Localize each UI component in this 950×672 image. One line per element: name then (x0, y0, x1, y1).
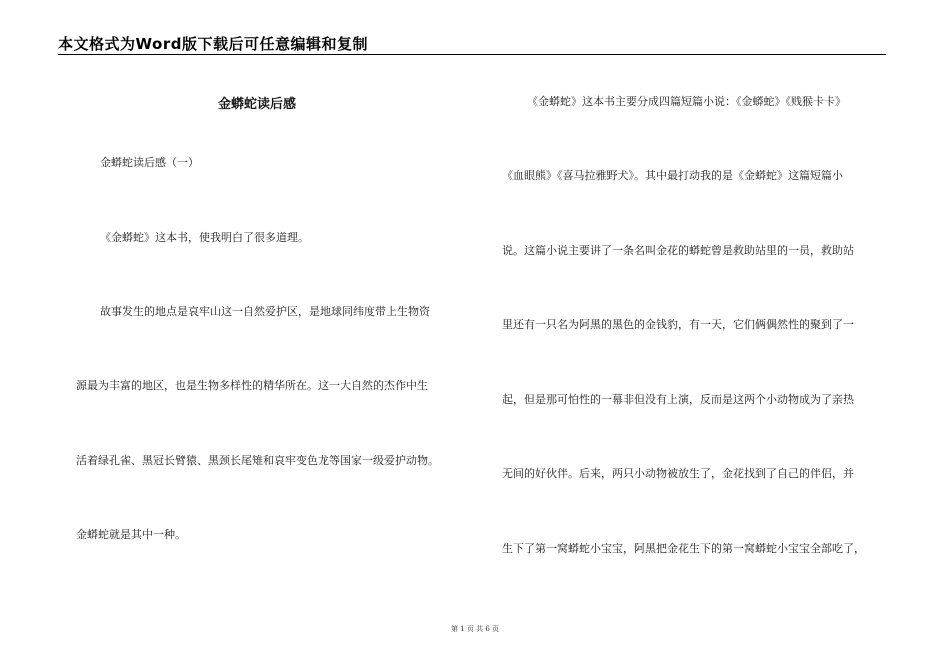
paragraph-line: 活着绿孔雀、黑冠长臂猿、黑颈长尾雉和哀牢变色龙等国家一级爱护动物。 (76, 454, 439, 467)
document-title: 金蟒蛇读后感 (218, 97, 297, 112)
page-header: 本文格式为Word版下载后可任意编辑和复制 (58, 35, 368, 53)
paragraph-line: 《金蟒蛇》这本书，使我明白了很多道理。 (100, 231, 309, 244)
paragraph-line: 无间的好伙伴。后来，两只小动物被放生了，金花找到了自己的伴侣，并 (502, 467, 854, 480)
paragraph-line: 里还有一只名为阿黑的黑色的金钱豹，有一天，它们俩偶然性的聚到了一 (502, 318, 854, 331)
paragraph-line: 故事发生的地点是哀牢山这一自然爱护区，是地球同纬度带上生物资 (100, 305, 430, 318)
paragraph-line: 起，但是那可怕性的一幕非但没有上演，反而是这两个小动物成为了亲热 (502, 393, 854, 406)
paragraph-line: 《血眼熊》《喜马拉雅野犬》。其中最打动我的是《金蟒蛇》这篇短篇小 (502, 169, 843, 182)
paragraph-line: 源最为丰富的地区，也是生物多样性的精华所在。这一大自然的杰作中生 (76, 379, 428, 392)
paragraph-line: 金蟒蛇读后感（一） (100, 156, 199, 169)
paragraph-line: 《金蟒蛇》这本书主要分成四篇短篇小说：《金蟒蛇》《贱猴卡卡》 (527, 95, 846, 108)
header-rule (58, 54, 886, 55)
paragraph-line: 说。这篇小说主要讲了一条名叫金花的蟒蛇曾是救助站里的一员，救助站 (502, 244, 854, 257)
paragraph-line: 金蟒蛇就是其中一种。 (76, 528, 186, 541)
page-number-footer: 第 1 页 共 6 页 (450, 625, 500, 633)
paragraph-line: 生下了第一窝蟒蛇小宝宝，阿黑把金花生下的第一窝蟒蛇小宝宝全部吃了， (502, 542, 865, 555)
